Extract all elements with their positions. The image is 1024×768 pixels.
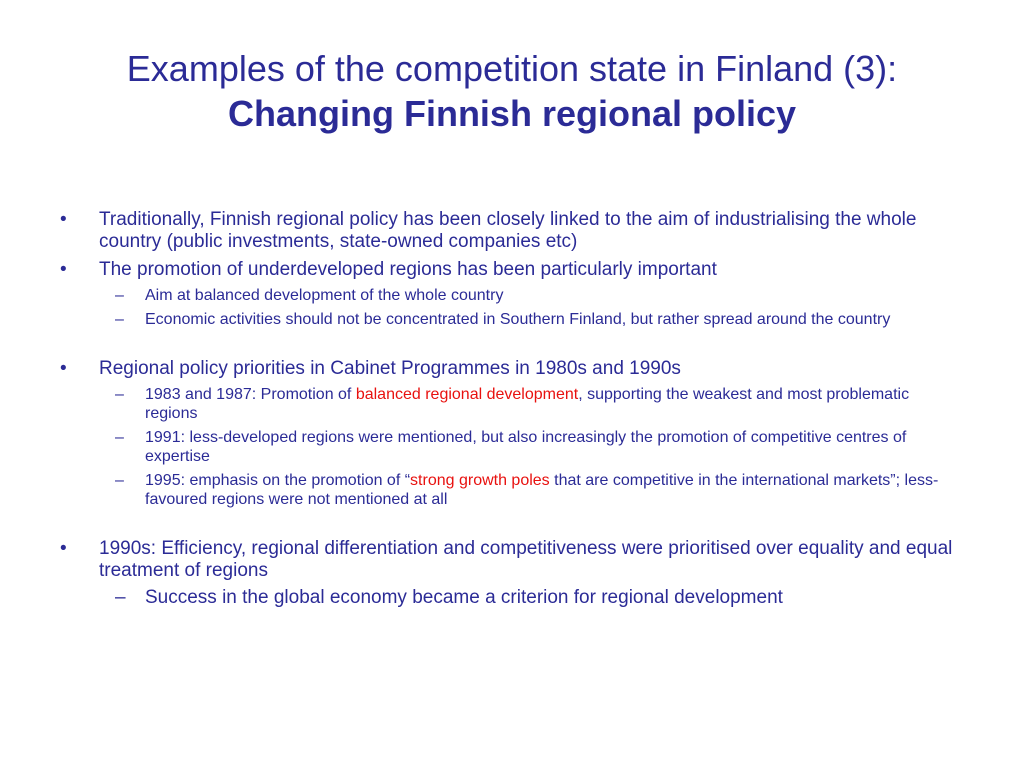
bullet-cabinet-programmes: [58, 358, 958, 380]
bullet-marker: •: [60, 259, 67, 280]
sub-bullet-text: 1991: less-developed regions were mentioned, but also increasingly the promotion of competitive centres of expertise: [145, 429, 907, 465]
slide-title: [40, 46, 984, 136]
bullet-text: Traditionally, Finnish regional policy has been closely linked to the aim of industrialising the whole country (public investments, state-owned companies etc): [99, 209, 917, 252]
text-segment: 1983 and 1987: Promotion of: [145, 386, 356, 403]
bullet-traditional-policy: [58, 209, 958, 253]
sub-bullet-1983-1987: [58, 385, 958, 423]
title-line-2: Changing Finnish regional policy: [227, 93, 797, 134]
sub-bullet-global-economy: [58, 587, 958, 609]
sub-bullet-1991: [58, 428, 958, 466]
sub-bullet-text: Economic activities should not be concentrated in Southern Finland, but rather spread around the country: [145, 311, 891, 328]
bullet-text: 1990s: Efficiency, regional differentiation and competitiveness were prioritised over equality and equal treatment of regions: [99, 538, 953, 581]
text-segment: that are competitive in the international markets”; less-favoured regions were not mentioned at all: [145, 472, 939, 508]
bullet-marker: •: [60, 538, 67, 559]
bullet-text: Regional policy priorities in Cabinet Programmes in 1980s and 1990s: [99, 358, 681, 379]
sub-bullet-balanced-development: [58, 286, 958, 305]
bullet-underdeveloped-regions: [58, 259, 958, 281]
text-segment: 1995: emphasis on the promotion of “: [145, 472, 411, 489]
dash-marker: –: [115, 386, 124, 403]
sub-bullet-1995: [58, 471, 958, 509]
bullet-text: The promotion of underdeveloped regions has been particularly important: [99, 259, 717, 280]
sub-bullet-southern-finland: [58, 310, 958, 329]
sub-bullet-text: [145, 386, 909, 422]
highlight-balanced-regional-development: balanced regional development: [355, 386, 579, 403]
title-line-1: Examples of the competition state in Finland (3):: [126, 48, 898, 89]
dash-marker: –: [115, 429, 124, 446]
bullet-marker: •: [60, 209, 67, 230]
sub-bullet-text: Success in the global economy became a criterion for regional development: [145, 587, 783, 608]
slide-body: [58, 209, 958, 609]
highlight-strong-growth-poles: strong growth poles: [410, 472, 550, 489]
sub-bullet-text: Aim at balanced development of the whole country: [145, 287, 504, 304]
dash-marker: –: [115, 311, 124, 328]
bullet-marker: •: [60, 358, 67, 379]
bullet-1990s-efficiency: [58, 538, 958, 582]
dash-marker: –: [115, 587, 126, 608]
sub-bullet-text: [145, 472, 938, 508]
text-segment: , supporting the weakest and most problematic regions: [145, 386, 910, 422]
dash-marker: –: [115, 472, 124, 489]
dash-marker: –: [115, 287, 124, 304]
